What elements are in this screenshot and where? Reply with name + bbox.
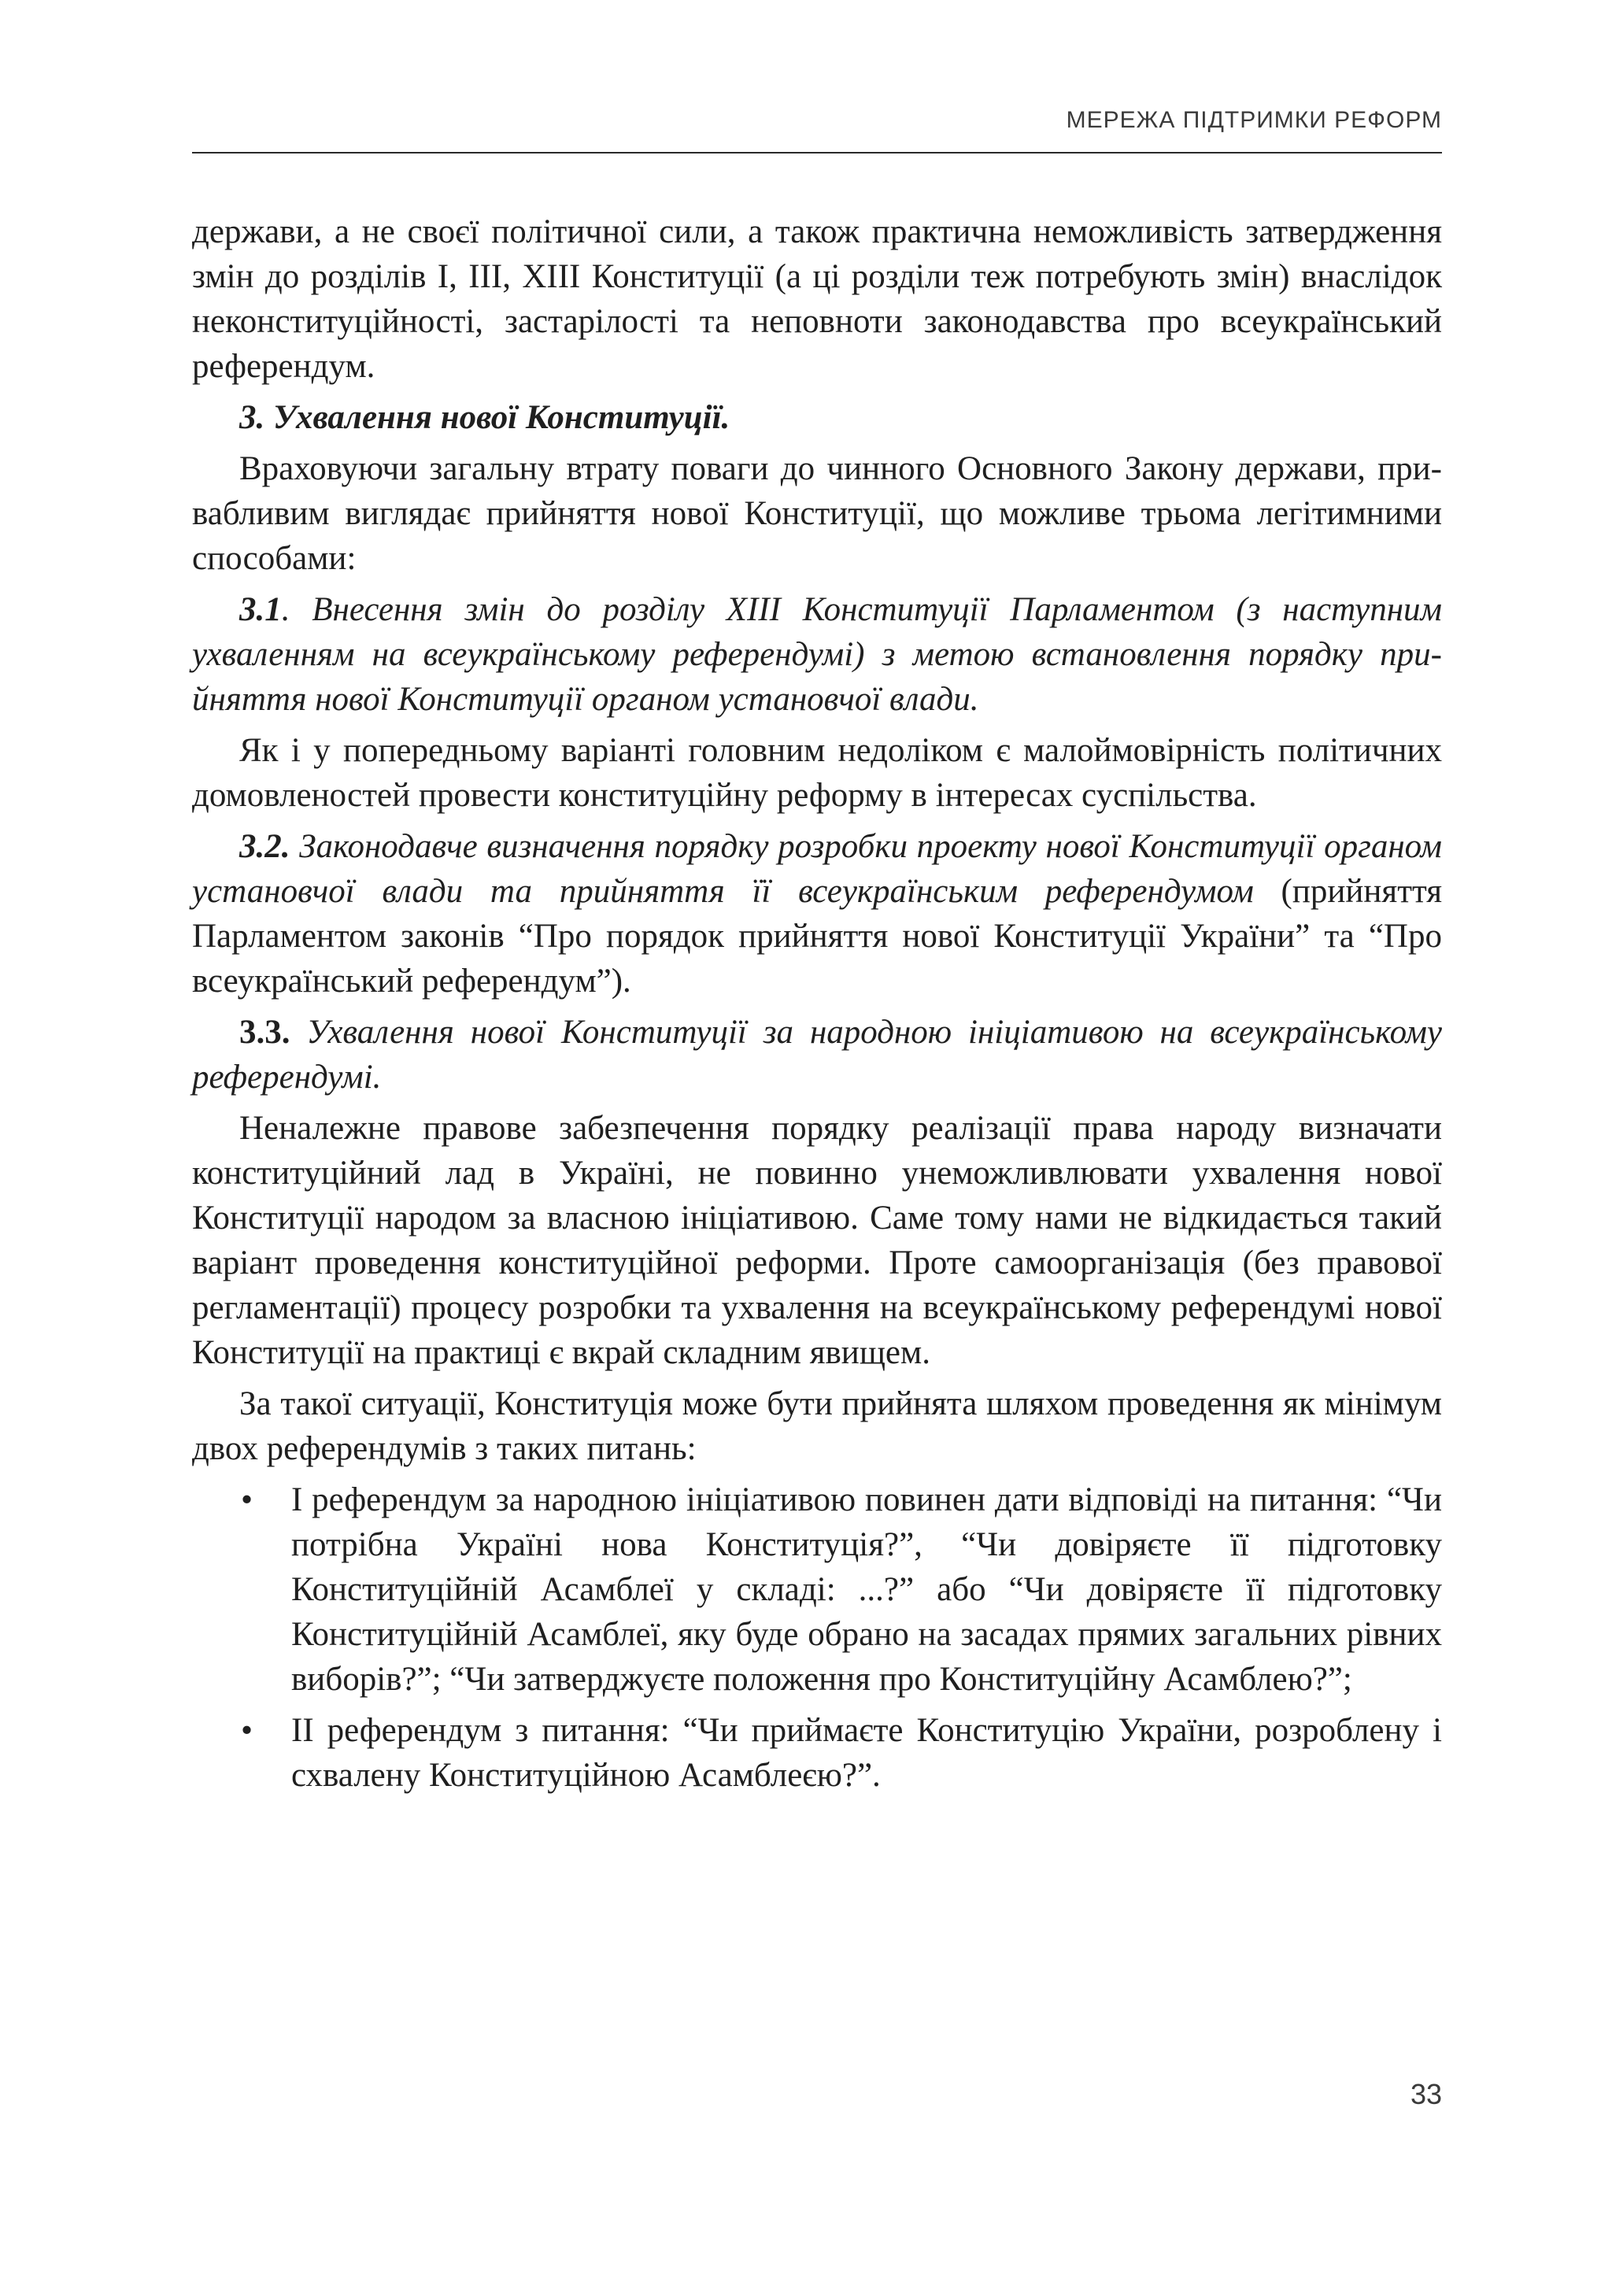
bullet-icon: • <box>241 1481 253 1518</box>
referendum-list <box>192 1477 1442 1798</box>
list-item <box>192 1708 1442 1798</box>
item-3-1-number: 3.1 <box>239 591 282 628</box>
paragraph-intro: Враховуючи загальну втрату поваги до чинного Основного Закону держави, привабливим виглядає прийняття нової Конституції, що можливе трьома легітимними способами: <box>192 450 1442 577</box>
paragraph-continuation: держави, а не своєї політичної сили, а також практична неможливість затвердження змін до розділів І, ІІІ, ХІІІ Конституції (а ці розділи теж потребують змін) внаслідок неконституційності, застарілості та неповноти законодавства про всеукраїнський референдум. <box>192 213 1442 385</box>
section-heading: 3. Ухвалення нової Конституції. <box>239 399 730 436</box>
item-3-1-text: . Внесення змін до розділу ХІІІ Конституції Парламентом (з наступним ухваленням на всеукраїнському референдумі) з метою встановлення порядку прийняття нової Конституції органом установчої влади. <box>192 591 1442 718</box>
item-3-3 <box>192 1010 1442 1100</box>
bullet-icon: • <box>241 1712 253 1749</box>
paragraph-drawback: Як і у попередньому варіанті головним недоліком є малоймовірність політичних домовленостей провести конституційну реформу в інтересах суспільства. <box>192 732 1442 814</box>
list-item-text: І референдум за народною ініціативою повинен дати відповіді на питання: “Чи потрібна Україні нова Конституція?”, “Чи довіряєте її підготовку Конституційній Асамблеї у складі: ...?” або “Чи довіряєте її підготовку Конституційній Асамблеї, яку буде обрано на засадах прямих загальних рівних виборів?”; “Чи затверджуєте положення про Конституційну Асамблею?”; <box>291 1481 1442 1698</box>
paragraph-popular-initiative: Неналежне правове забезпечення порядку реалізації права народу визначати конституційний лад в Україні, не повинно унеможливлювати ухвалення нової Конституції народом за власною ініціативою. Саме тому нами не відкидається такий варіант проведення конституційної реформи. Проте самоорганізація (без правової регламентації) процесу розробки та ухвалення на всеукраїнському референдумі нової Конституції на практиці є вкрай складним явищем. <box>192 1110 1442 1371</box>
item-3-3-number: 3.3. <box>239 1014 290 1051</box>
page-number: 33 <box>1410 2078 1442 2110</box>
item-3-3-text: Ухвалення нової Конституції за народною ініціативою на всеукраїнському референдумі. <box>192 1014 1442 1096</box>
item-3-1 <box>192 587 1442 722</box>
header-rule <box>192 152 1442 153</box>
item-3-2-italic: Законодавче визначення порядку розробки проекту нової Конституції органом установчої влади та прийняття її всеукраїнським референдумом <box>192 828 1442 910</box>
running-header: МЕРЕЖА ПІДТРИМКИ РЕФОРМ <box>1066 107 1442 133</box>
body-text <box>192 209 1442 1804</box>
list-item <box>192 1477 1442 1702</box>
item-3-2-plain: (прийняття Парламентом законів “Про порядок прийняття нової Конституції України” та “Про всеукраїнський референдум”). <box>192 873 1442 1000</box>
item-3-2-number: 3.2. <box>239 828 290 865</box>
paragraph-referendums: За такої ситуації, Конституція може бути прийнята шляхом проведення як мінімум двох референдумів з таких питань: <box>192 1385 1442 1467</box>
item-3-2 <box>192 824 1442 1004</box>
list-item-text: ІІ референдум з питання: “Чи приймаєте Конституцію України, розроблену і схвалену Конституційною Асамблеєю?”. <box>291 1712 1442 1794</box>
